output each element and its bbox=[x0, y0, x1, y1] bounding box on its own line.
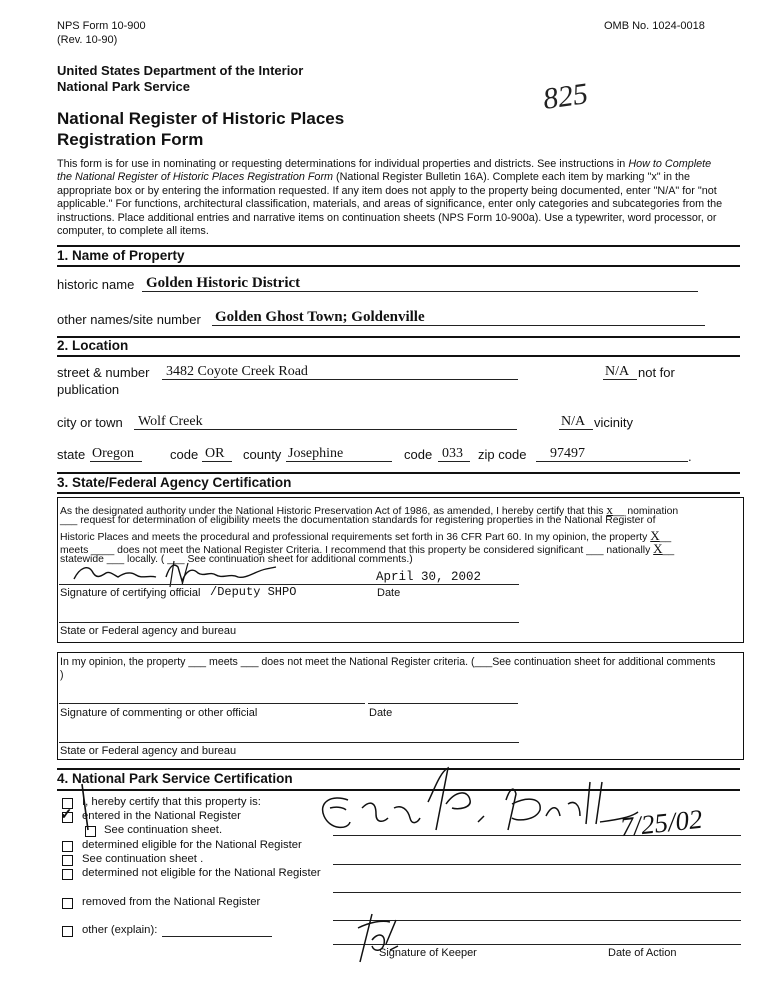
for-initials bbox=[350, 910, 400, 968]
not-eligible-label: determined not eligible for the National Register bbox=[82, 867, 321, 879]
section3-heading: 3. State/Federal Agency Certification bbox=[57, 475, 292, 490]
other-explain-line bbox=[162, 936, 272, 937]
signature-label: Signature of certifying official bbox=[60, 587, 201, 599]
field-underline bbox=[438, 461, 470, 462]
cert-line4: meets ____ does not meet the National Register Criteria. I recommend that this property be considered significant ___ nationally X__ bbox=[60, 541, 675, 556]
form-revision: (Rev. 10-90) bbox=[57, 34, 118, 46]
zip-value[interactable]: 97497 bbox=[550, 446, 585, 461]
other-names-label: other names/site number bbox=[57, 312, 201, 327]
city-value[interactable]: Wolf Creek bbox=[138, 414, 203, 429]
zip-period: . bbox=[688, 449, 692, 464]
opinion-text: In my opinion, the property ___ meets ___ does not meet the National Register criteria. (___See continuation sheet for additional comments bbox=[60, 656, 716, 668]
eligible-label: determined eligible for the National Register bbox=[82, 839, 302, 851]
field-underline bbox=[212, 325, 705, 326]
section2-heading: 2. Location bbox=[57, 338, 129, 353]
historic-name-value[interactable]: Golden Historic District bbox=[146, 275, 301, 291]
street-label: street & number bbox=[57, 365, 150, 380]
other-label: other (explain): bbox=[82, 924, 158, 936]
cert-line3: Historic Places and meets the procedural and professional requirements set forth in 36 CFR Part 60. In my opinion, the property X__ bbox=[60, 528, 672, 543]
department-name: United States Department of the Interior bbox=[57, 63, 304, 78]
date-line bbox=[368, 703, 518, 704]
section1-heading: 1. Name of Property bbox=[57, 248, 185, 263]
removed-label: removed from the National Register bbox=[82, 896, 261, 908]
historic-name-label: historic name bbox=[57, 277, 135, 292]
city-label: city or town bbox=[57, 415, 123, 430]
agency-label: State or Federal agency and bureau bbox=[60, 625, 237, 637]
continuation-checkbox-2[interactable] bbox=[62, 855, 73, 866]
eligible-checkbox[interactable] bbox=[62, 841, 73, 852]
field-underline bbox=[142, 291, 698, 292]
continuation-label-1: See continuation sheet. bbox=[104, 824, 223, 836]
state-label: state bbox=[57, 447, 86, 462]
other-checkbox[interactable] bbox=[62, 926, 73, 937]
intro-text: This form is for use in nominating or requesting determinations for individual properties and districts. See instructions in How to Complete the National Register of Historic Places Registration Form (National Register Bulletin 16A). Complete each item by marking "x" in the appropriate box or by entering the information requested. If any item does not apply to the property being documented, enter "N/A" for "not applicable." For functions, architectural classification, materials, and areas of significance, enter only categories and subcategories from the instructions. Place additional entries and narrative items on continuation sheets (NPS Form 10-900a). Use a typewriter, word processor, or computer, to complete all items. bbox=[57, 158, 723, 238]
not-for-publication-value[interactable]: N/A bbox=[605, 364, 630, 379]
divider bbox=[57, 492, 740, 494]
state-value[interactable]: Oregon bbox=[92, 446, 134, 461]
commenting-date-label: Date bbox=[369, 707, 393, 719]
vicinity-value[interactable]: N/A bbox=[561, 414, 586, 429]
omb-number: OMB No. 1024-0018 bbox=[604, 20, 705, 32]
keeper-signature bbox=[80, 760, 640, 855]
handwritten-action-date: 7/25/02 bbox=[618, 803, 704, 843]
form-number: NPS Form 10-900 bbox=[57, 20, 146, 32]
divider bbox=[57, 472, 740, 474]
field-underline bbox=[90, 461, 142, 462]
agency-line bbox=[59, 742, 519, 743]
field-underline bbox=[202, 461, 232, 462]
handwritten-number: 825 bbox=[540, 77, 591, 116]
county-value[interactable]: Josephine bbox=[288, 446, 344, 461]
entered-label: entered in the National Register bbox=[82, 810, 241, 822]
form-title-line1: National Register of Historic Places bbox=[57, 109, 345, 128]
vicinity-label: vicinity bbox=[594, 415, 634, 430]
field-underline bbox=[559, 429, 593, 430]
keeper-line bbox=[333, 892, 741, 893]
opinion-box bbox=[57, 652, 744, 760]
section4-heading: 4. National Park Service Certification bbox=[57, 771, 293, 786]
publication-label: publication bbox=[57, 382, 120, 397]
divider bbox=[57, 265, 740, 267]
certify-text: I, hereby certify that this property is: bbox=[82, 796, 261, 808]
certification-date[interactable]: April 30, 2002 bbox=[376, 570, 482, 584]
county-label: county bbox=[243, 447, 282, 462]
field-underline bbox=[603, 379, 637, 380]
zip-label: zip code bbox=[478, 447, 527, 462]
field-underline bbox=[286, 461, 392, 462]
signature-title: /Deputy SHPO bbox=[210, 585, 297, 599]
removed-checkbox[interactable] bbox=[62, 898, 73, 909]
date-label: Date bbox=[377, 587, 401, 599]
cert-line5: statewide ___ locally. ( ___ See continuation sheet for additional comments.) bbox=[60, 554, 413, 565]
divider bbox=[57, 336, 740, 338]
field-underline bbox=[536, 461, 688, 462]
keeper-signature-label: Signature of Keeper bbox=[379, 947, 477, 959]
cert-line1: As the designated authority under the National Historic Preservation Act of 1986, as amended, I hereby certify that this x__ nomination bbox=[60, 502, 679, 517]
keeper-line bbox=[333, 864, 741, 865]
commenting-signature-label: Signature of commenting or other official bbox=[60, 707, 258, 719]
street-value[interactable]: 3482 Coyote Creek Road bbox=[166, 364, 308, 379]
agency-line bbox=[59, 622, 519, 623]
agency-label: State or Federal agency and bureau bbox=[60, 745, 237, 757]
county-code-label: code bbox=[404, 447, 433, 462]
divider bbox=[57, 245, 740, 247]
county-code-value[interactable]: 033 bbox=[442, 446, 463, 461]
field-underline bbox=[134, 429, 517, 430]
continuation-label-2: See continuation sheet . bbox=[82, 853, 204, 865]
opinion-text-end: ) bbox=[60, 669, 64, 681]
entered-check-mark: ✓ bbox=[60, 807, 73, 823]
other-names-value[interactable]: Golden Ghost Town; Goldenville bbox=[215, 309, 425, 325]
divider bbox=[57, 355, 740, 357]
state-code-value[interactable]: OR bbox=[205, 446, 225, 461]
field-underline bbox=[162, 379, 518, 380]
service-name: National Park Service bbox=[57, 79, 190, 94]
signature-line bbox=[59, 703, 365, 704]
not-for-label: not for bbox=[638, 365, 675, 380]
form-title-line2: Registration Form bbox=[57, 130, 204, 149]
date-of-action-label: Date of Action bbox=[608, 947, 677, 959]
not-eligible-checkbox[interactable] bbox=[62, 869, 73, 880]
state-code-label: code bbox=[170, 447, 199, 462]
cert-line2: ___ request for determination of eligibility meets the documentation standards for registering properties in the National Register of bbox=[60, 515, 656, 526]
